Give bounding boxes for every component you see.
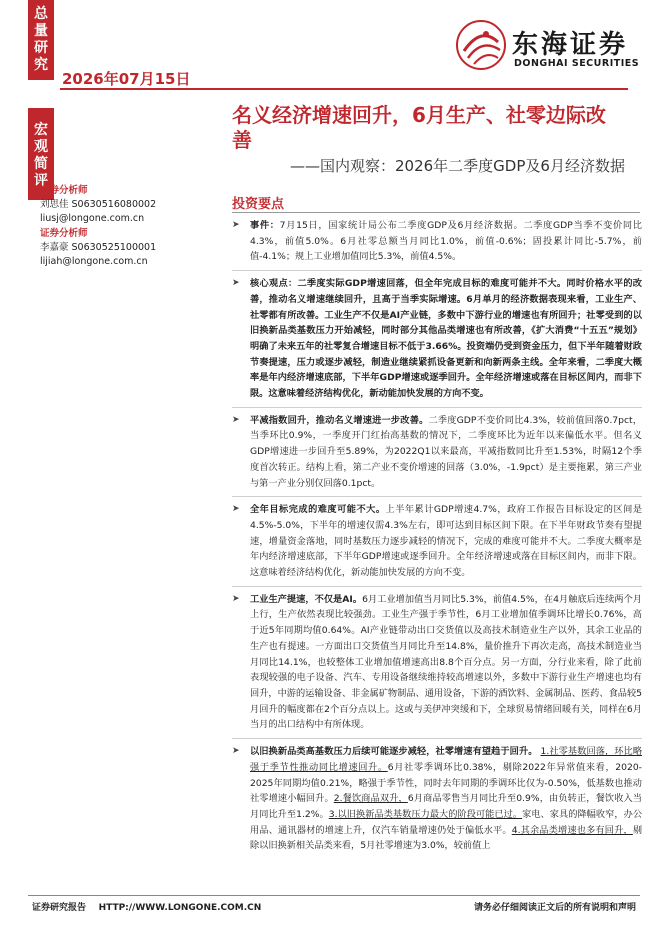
footer-left (32, 900, 261, 913)
item-divider (232, 270, 642, 271)
logo-mark-icon (454, 18, 508, 72)
section-title: 投资要点 (232, 197, 285, 212)
key-points (232, 218, 642, 854)
key-point-event: ➤ 事件：7月15日，国家统计局公布二季度GDP及6月经济数据。二季度GDP当季不变价同比4.3%，前值5.0%。6月社零总额当月同比1.0%，前值-0.6%；固投累计同比-5.7%，前值-4.1%；规上工业增加值同比5.3%，前值4.5%。 (232, 220, 642, 263)
report-title: 名义经济增速回升，6月生产、社零边际改善 (232, 103, 606, 152)
report-subtitle: ——国内观察：2026年二季度GDP及6月经济数据 (290, 157, 625, 175)
analyst-email[interactable]: lijiah@longone.com.cn (40, 256, 148, 268)
arrow-bullet-icon: ➤ (232, 593, 240, 604)
item-divider (232, 586, 642, 587)
arrow-bullet-icon: ➤ (232, 220, 240, 230)
analyst-role: 证券分析师 (40, 227, 88, 239)
footer-disclaimer: 请务必仔细阅读正文后的所有说明和声明 (473, 903, 636, 913)
analyst-email[interactable]: liusj@longone.com.cn (40, 213, 145, 225)
arrow-bullet-icon: ➤ (232, 746, 240, 757)
arrow-bullet-icon: ➤ (232, 278, 240, 289)
key-point-retail: ➤ 以旧换新品类高基数压力后续可能逐步减轻，社零增速有望趋于回升。 1.社零基数回落，环比略强于季节性推动同比增速回升。6月社零季调环比0.38%，剔除2022年异常值来看，2020-2025年同期均值0.21%，略强于季节性，同时去年同期的季调环比仅为-0.50%，低基数也推动社零增速小幅回升。2.餐饮商品双升，6月商品零售当月同比升至0.9%，由负转正，餐饮收入当月同比升至1.2%。3.以旧换新品类基数压力最大的阶段可能已过。家电、家具的降幅收窄，办公用品、通讯器材的增速上升，仅汽车销量增速仍处于偏低水平。4.其余品类增速也多有回升，剔除以旧换新相关品类来看，5月社零增速为3.0%，较前值上 (232, 746, 643, 852)
logo-text-en: DONGHAI SECURITIES (514, 58, 640, 69)
footer-label: 证券研究报告 (32, 903, 87, 913)
key-point-deflator: ➤ 平减指数回升，推动名义增速进一步改善。二季度GDP不变价同比4.3%，较前值回落0.7pct，当季环比0.9%，一季度开门红抬高基数的情况下，二季度环比为近年以来偏低水平。但名义GDP增速进一步回升至5.89%，为2022Q1以来最高，平减指数同比升至1.53%，时隔12个季度首次转正。结构上看，第二产业不变价增速的回落（3.0%，-1.9pct）是主要拖累，第三产业与第一产业分别仅回落0.1pct。 (232, 414, 643, 489)
item-divider (232, 496, 642, 497)
header-divider (60, 88, 628, 90)
side-tab-category: 总 量 研 究 (28, 0, 54, 80)
footer-url-link[interactable]: HTTP://WWW.LONGONE.COM.CN (98, 903, 262, 913)
key-point-annual-target: ➤ 全年目标完成的难度可能不大。上半年累计GDP增速4.7%，政府工作报告目标设定的区间是4.5%-5.0%，下半年的增速仅需4.3%左右，即可达到目标区间下限。在下半年财政节奏有望提速，增量资金落地，同时基数压力逐步减轻的情况下，完成的难度可能并不大。二季度大概率是年内经济增速底部，下半年GDP增速或逐季回升。全年经济增速或落在目标区间内，而非下限。这意味着经济结构优化，新动能加快发展的方向不变。 (232, 504, 643, 579)
arrow-bullet-icon: ➤ (232, 414, 240, 425)
key-point-core-view: ➤ 核心观点：二季度实际GDP增速回落，但全年完成目标的难度可能并不大。同时价格水平的改善，推动名义增速继续回升，且高于当季实际增速。6月单月的经济数据表现来看，工业生产、社零都有所改善。工业生产不仅是AI产业链，多数中下游行业的增速也有所回升；社零受到的以旧换新品类基数压力开始减轻，同时部分其他品类增速也有所改善，《扩大消费“十五五”规划》明确了未来五年的社零复合增速目标不低于3.66%。投资端仍受到资金压力，但下半年随着财政节奏提速，压力或逐步减轻，制造业继续紧抓设备更新和向新两条主线。全年来看，二季度大概率是年内经济增速底部，下半年GDP增速或逐季回升。全年经济增速或落在目标区间内，而非下限。这意味着经济结构优化，新动能加快发展的方向不变。 (232, 278, 642, 400)
side-tab-report-type: 宏 观 简 评 (28, 108, 54, 200)
logo-text-cn: 东海证券 (512, 30, 629, 60)
key-point-industry: ➤ 工业生产提速，不仅是AI。6月工业增加值当月同比5.3%，前值4.5%，在4月触底后连续两个月上行，生产依然表现比较强劲。工业生产强于季节性，6月工业增加值季调环比增长0.76%，高于近5年同期均值0.64%。AI产业链带动出口交货值以及高技术制造业生产以外，其余工业品的生产也有提速。一方面出口交货值当月同比升至14.8%，量价推升下再次走高，高技术制造业当月同比14.1%，也较整体工业增加值增速高出8.8个百分点。另一方面，分行业来看，除了此前表现较强的电子设备、汽车、专用设备继续维持较高增速以外，多数中下游行业生产增速也均有回升，中游的运输设备、非金属矿物制品、通用设备，下游的酒饮料、金属制品、医药、食品较5月回升的幅度都在2个百分点以上。这或与美伊冲突缓和下，全球贸易情绪回暖有关，同样在6月当月的出口结构中有所体现。 (232, 593, 642, 731)
analyst-name: 刘思佳 S0630516080002 (40, 199, 157, 211)
report-date: 2026年07月15日 (62, 70, 191, 88)
analyst-role: 证券分析师 (40, 185, 88, 196)
analyst-name: 李嘉豪 S0630525100001 (40, 241, 157, 253)
section-divider (232, 212, 640, 213)
company-logo (454, 18, 644, 76)
analyst-list (40, 184, 220, 269)
arrow-bullet-icon: ➤ (232, 504, 240, 515)
item-divider (232, 738, 642, 739)
item-divider (232, 407, 642, 408)
footer-divider (28, 895, 640, 896)
